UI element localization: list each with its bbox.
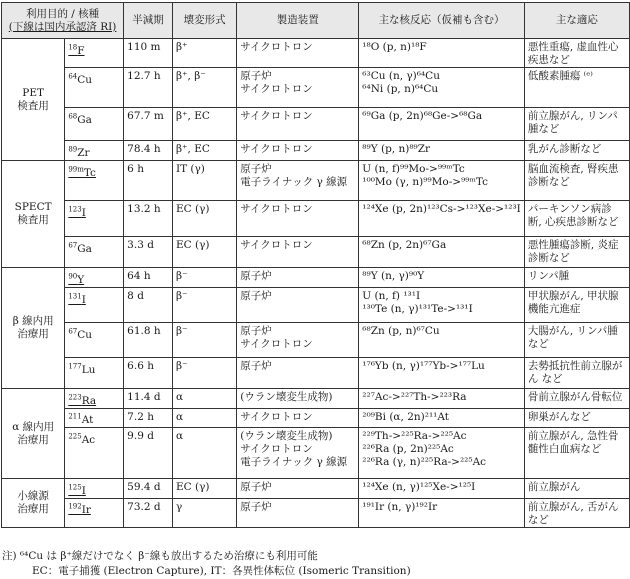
device-cell <box>237 39 359 68</box>
reaction-line: U (n, f) ¹³¹I <box>362 290 421 302</box>
nuclide-symbol: Lu <box>81 363 96 376</box>
nuclide <box>68 329 92 341</box>
group-label <box>2 161 65 268</box>
indication-line: 骨前立腺がん骨転位 <box>527 391 623 403</box>
half-life-cell: 8 d <box>124 288 173 323</box>
header-reaction: 主な核反応（仮補も含む） <box>359 3 525 39</box>
half-life-cell: 78.4 h <box>124 141 173 161</box>
reaction-line: ¹⁸O (p, n)¹⁸F <box>362 41 427 53</box>
nuclide-cell <box>65 479 124 499</box>
indication-line: 乳がん診断など <box>527 143 602 155</box>
reaction-cell <box>359 268 525 288</box>
half-life-cell: 59.4 d <box>124 479 173 499</box>
device-cell <box>237 141 359 161</box>
device-cell <box>237 389 359 409</box>
group-label-line2: 治療用 <box>17 433 49 446</box>
ri-table <box>1 2 630 528</box>
nuclide-symbol: Ra <box>81 394 97 407</box>
nuclide-symbol: Cu <box>77 73 93 86</box>
device-cell <box>237 498 359 527</box>
footnote-1: 注) ⁶⁴Cu は β⁺線だけでなく β⁻線も放出するため治療にも利用可能 <box>2 550 318 562</box>
indication-cell <box>524 389 629 409</box>
half-life-cell: 73.2 d <box>124 498 173 527</box>
indication-line: 甲状腺がん, 甲状腺 <box>527 290 619 302</box>
half-life-cell: 9.9 d <box>124 428 173 479</box>
reaction-line: ¹²⁴Xe (p, 2n)¹²³Cs->¹²³Xe->¹²³I <box>362 203 521 215</box>
reaction-cell <box>359 408 525 428</box>
device-cell <box>237 408 359 428</box>
nuclide-cell <box>65 108 124 141</box>
device-cell <box>237 108 359 141</box>
table-row <box>2 288 630 323</box>
group-label-line1: 小線源 <box>17 489 49 502</box>
device-cell <box>237 68 359 108</box>
group-label <box>2 479 65 528</box>
indication-line: ん など <box>527 373 563 385</box>
header-half-life: 半減期 <box>124 3 173 39</box>
decay-cell: IT (γ) <box>172 161 236 201</box>
device-line: 原子炉 <box>240 325 272 337</box>
reaction-cell <box>359 428 525 479</box>
nuclide-mass: 67 <box>68 241 78 249</box>
reaction-line: ⁸⁹Y (p, n)⁸⁹Zr <box>362 143 431 155</box>
nuclide-cell <box>65 39 124 68</box>
header-indication: 主な適応 <box>524 3 629 39</box>
indication-cell <box>524 237 629 268</box>
table-row <box>2 323 630 358</box>
reaction-line: ²²⁹Th->²²⁵Ra->²²⁵Ac <box>362 430 467 442</box>
nuclide-mass: 225 <box>68 432 82 440</box>
reaction-cell <box>359 323 525 358</box>
indication-line: 前立腺がん, 舌がん <box>527 500 619 513</box>
device-line: (ウラン壊変生成物) <box>240 391 333 403</box>
device-line: 原子炉 <box>240 70 272 82</box>
nuclide <box>68 167 96 179</box>
table-row <box>2 428 630 479</box>
indication-cell <box>524 108 629 141</box>
device-cell <box>237 268 359 288</box>
device-cell <box>237 237 359 268</box>
nuclide-symbol: I <box>81 293 86 306</box>
reaction-cell <box>359 39 525 68</box>
indication-line: 去勢抵抗性前立腺が <box>527 360 623 372</box>
nuclide-mass: 90 <box>68 272 78 280</box>
decay-cell: EC (γ) <box>172 479 236 499</box>
nuclide-mass: 131 <box>68 292 82 300</box>
indication-line: 診断など <box>527 176 570 188</box>
decay-cell: α <box>172 428 236 479</box>
device-line: サイクロトロン <box>240 41 313 53</box>
half-life-cell: 12.7 h <box>124 68 173 108</box>
device-line: 原子炉 <box>240 270 272 282</box>
reaction-cell <box>359 479 525 499</box>
table-row <box>2 408 630 428</box>
reaction-cell <box>359 288 525 323</box>
half-life-cell: 6 h <box>124 161 173 201</box>
indication-line: 悪性腫瘍診断, 炎症 <box>527 239 619 251</box>
nuclide-cell <box>65 237 124 268</box>
reaction-cell <box>359 68 525 108</box>
reaction-line: ¹⁷⁶Yb (n, γ)¹⁷⁷Yb->¹⁷⁷Lu <box>362 360 485 372</box>
half-life-cell: 61.8 h <box>124 323 173 358</box>
group-label <box>2 268 65 389</box>
nuclide-symbol: Y <box>77 273 85 286</box>
device-line: サイクロトロン <box>240 239 313 251</box>
nuclide <box>68 395 96 407</box>
reaction-line: ⁶⁹Ga (p, 2n)⁶⁸Ge->⁶⁸Ga <box>362 110 483 122</box>
indication-cell <box>524 408 629 428</box>
device-cell <box>237 161 359 201</box>
nuclide <box>68 504 91 516</box>
decay-cell: EC (γ) <box>172 201 236 237</box>
header-row <box>2 3 630 39</box>
indication-cell <box>524 161 629 201</box>
table-row <box>2 39 630 68</box>
half-life-cell: 6.6 h <box>124 358 173 389</box>
group-label-line1: PET <box>22 86 45 99</box>
nuclide-mass: 125 <box>68 483 82 491</box>
indication-line: 悪性重瘍, 虚血性心 <box>527 41 619 53</box>
table-row <box>2 68 630 108</box>
nuclide-symbol: F <box>77 44 85 57</box>
device-line: サイクロトロン <box>240 83 313 95</box>
indication-line: 大腸がん, リンパ腫 <box>527 325 618 337</box>
device-line: サイクロトロン <box>240 203 313 215</box>
indication-cell <box>524 201 629 237</box>
indication-cell <box>524 39 629 68</box>
nuclide-symbol: Ga <box>77 113 92 126</box>
reaction-line: ⁶⁸Zn (p, 2n)⁶⁷Ga <box>362 239 447 251</box>
half-life-cell: 3.3 d <box>124 237 173 268</box>
table-row <box>2 141 630 161</box>
decay-cell: β⁻ <box>172 358 236 389</box>
indication-line: 腫など <box>527 123 560 135</box>
device-line: 原子炉 <box>240 360 272 372</box>
nuclide-symbol: Zr <box>77 146 90 159</box>
nuclide-cell <box>65 161 124 201</box>
nuclide-symbol: I <box>81 484 86 497</box>
reaction-line: ¹⁹¹Ir (n, γ)¹⁹²Ir <box>362 500 438 513</box>
nuclide-mass: 89 <box>68 145 78 153</box>
half-life-cell: 13.2 h <box>124 201 173 237</box>
reaction-cell <box>359 201 525 237</box>
nuclide <box>68 243 92 255</box>
decay-cell: EC (γ) <box>172 237 236 268</box>
reaction-cell <box>359 141 525 161</box>
reaction-line: ²²⁶Ra (p, 2n)²²⁵Ac <box>362 443 454 455</box>
nuclide-mass: 99m <box>68 165 84 173</box>
nuclide <box>68 434 95 446</box>
decay-cell: β⁻ <box>172 288 236 323</box>
group-label-line2: 検査用 <box>17 214 49 226</box>
device-line: サイクロトロン <box>240 338 313 350</box>
table-row <box>2 161 630 201</box>
indication-cell <box>524 428 629 479</box>
nuclide-mass: 67 <box>68 327 78 335</box>
nuclide <box>68 294 86 306</box>
reaction-cell <box>359 108 525 141</box>
nuclide <box>68 274 84 286</box>
nuclide <box>68 45 84 57</box>
group-label-line1: β 線内用 <box>12 315 54 327</box>
device-cell <box>237 201 359 237</box>
device-line: サイクロトロン <box>240 443 313 455</box>
device-line: サイクロトロン <box>240 110 313 122</box>
table-body <box>2 39 630 528</box>
reaction-cell <box>359 498 525 527</box>
indication-line: 疾患など <box>527 54 570 66</box>
device-line: 電子ライナック γ 線源 <box>240 456 348 468</box>
decay-cell: β⁺, EC <box>172 141 236 161</box>
indication-line: 低酸素腫瘍 ⁽ᵉ⁾ <box>527 70 593 82</box>
reaction-line: ²²⁶Ra (γ, n)²²⁵Ra->²²⁵Ac <box>362 456 487 468</box>
reaction-line: ²²⁷Ac->²²⁷Th->²²³Ra <box>362 391 467 403</box>
device-cell <box>237 323 359 358</box>
group-label-line1: SPECT <box>14 201 52 213</box>
reaction-line: ¹³⁰Te (n, γ)¹³¹Te->¹³¹I <box>362 303 473 315</box>
reaction-line: ²⁰⁹Bi (α, 2n)²¹¹At <box>362 410 449 423</box>
nuclide <box>68 147 89 159</box>
half-life-cell: 110 m <box>124 39 173 68</box>
nuclide-mass: 123 <box>68 205 82 213</box>
header-purpose-line1: 利用目的 / 核種 <box>25 7 100 20</box>
table-row <box>2 358 630 389</box>
table-row <box>2 389 630 409</box>
header-decay: 壊変形式 <box>172 3 236 39</box>
nuclide-symbol: Ir <box>81 504 91 516</box>
reaction-line: ⁶⁸Zn (p, n)⁶⁷Cu <box>362 325 440 337</box>
table-row <box>2 201 630 237</box>
indication-cell <box>524 323 629 358</box>
nuclide-mass: 177 <box>68 362 82 370</box>
device-cell <box>237 479 359 499</box>
nuclide-symbol: I <box>81 206 86 219</box>
nuclide-symbol: Ga <box>77 242 92 255</box>
table-row <box>2 479 630 499</box>
decay-cell: β⁺ <box>172 39 236 68</box>
nuclide-cell <box>65 68 124 108</box>
nuclide-cell <box>65 428 124 479</box>
indication-line: 断, 心疾患診断など <box>527 216 619 228</box>
device-line: 原子炉 <box>240 163 272 175</box>
header-purpose <box>2 3 124 39</box>
device-line: (ウラン壊変生成物) <box>240 430 333 442</box>
nuclide-cell <box>65 389 124 409</box>
indication-line: 前立腺がん <box>527 481 581 493</box>
footnote-2: EC：電子捕獲 (Electron Capture), IT：各異性体転位 (Isomeric Transition) <box>32 565 411 577</box>
table-row <box>2 108 630 141</box>
nuclide-cell <box>65 358 124 389</box>
indication-cell <box>524 141 629 161</box>
indication-line: パーキンソン病診 <box>527 203 612 215</box>
reaction-line: ⁶⁴Ni (p, n)⁶⁴Cu <box>362 83 439 95</box>
group-label-line2: 検査用 <box>17 99 49 112</box>
decay-cell: β⁻ <box>172 268 236 288</box>
nuclide-mass: 64 <box>68 72 78 80</box>
nuclide-mass: 223 <box>68 393 82 401</box>
indication-line: 前立腺がん, 急性骨 <box>527 430 619 442</box>
half-life-cell: 64 h <box>124 268 173 288</box>
indication-cell <box>524 498 629 527</box>
nuclide-cell <box>65 408 124 428</box>
nuclide-symbol: At <box>81 414 94 426</box>
nuclide-cell <box>65 288 124 323</box>
device-line: 原子炉 <box>240 481 272 493</box>
indication-line: 髄性白血病など <box>527 443 602 455</box>
indication-line: 機能亢進症 <box>527 303 581 315</box>
device-cell <box>237 428 359 479</box>
decay-cell: γ <box>172 498 236 527</box>
nuclide <box>68 485 86 497</box>
indication-line: 診断など <box>527 252 570 264</box>
nuclide <box>68 74 92 86</box>
indication-line: など <box>527 338 549 350</box>
nuclide <box>68 364 95 376</box>
nuclide-mass: 192 <box>68 502 82 511</box>
decay-cell: α <box>172 389 236 409</box>
half-life-cell: 11.4 d <box>124 389 173 409</box>
reaction-line: U (n, f)⁹⁹Mo->⁹⁹ᵐTc <box>362 163 465 175</box>
header-purpose-line2: (下線は国内承認済 RI) <box>8 20 117 33</box>
device-line: サイクロトロン <box>240 143 313 155</box>
nuclide-cell <box>65 498 124 527</box>
group-label-line2: 治療用 <box>17 328 49 340</box>
device-cell <box>237 288 359 323</box>
nuclide-symbol: Tc <box>83 166 96 179</box>
nuclide-symbol: Ac <box>81 433 96 446</box>
reaction-line: ¹⁰⁰Mo (γ, n)⁹⁹Mo->⁹⁹ᵐTc <box>362 176 489 188</box>
table-row <box>2 237 630 268</box>
decay-cell: β⁻ <box>172 323 236 358</box>
nuclide-mass: 18 <box>68 43 78 51</box>
indication-line: など <box>527 513 549 526</box>
reaction-cell <box>359 358 525 389</box>
reaction-line: ¹²⁴Xe (n, γ)¹²⁵Xe->¹²⁵I <box>362 481 476 493</box>
indication-cell <box>524 358 629 389</box>
reaction-cell <box>359 237 525 268</box>
indication-line: 脳血流検査, 腎疾患 <box>527 163 619 175</box>
nuclide-cell <box>65 268 124 288</box>
half-life-cell: 67.7 m <box>124 108 173 141</box>
table-row <box>2 498 630 527</box>
indication-line: 卵巣がんなど <box>527 410 591 423</box>
nuclide <box>68 114 92 126</box>
indication-cell <box>524 479 629 499</box>
reaction-line: ⁶³Cu (n, γ)⁶⁴Cu <box>362 70 440 82</box>
decay-cell: α <box>172 408 236 428</box>
nuclide-cell <box>65 141 124 161</box>
nuclide-cell <box>65 323 124 358</box>
nuclide-cell <box>65 201 124 237</box>
group-label <box>2 39 65 161</box>
device-line: 電子ライナック γ 線源 <box>240 176 348 188</box>
device-line: 原子炉 <box>240 290 272 302</box>
group-label <box>2 389 65 479</box>
indication-line: リンパ腫 <box>527 270 570 282</box>
device-line: サイクロトロン <box>240 410 313 423</box>
group-label-line1: α 線内用 <box>12 420 55 433</box>
group-label-line2: 治療用 <box>17 502 49 515</box>
nuclide-symbol: Cu <box>77 328 93 341</box>
indication-cell <box>524 268 629 288</box>
nuclide <box>68 414 93 426</box>
reaction-line: ⁸⁹Y (n, γ)⁹⁰Y <box>362 270 425 282</box>
decay-cell: β⁺, β⁻ <box>172 68 236 108</box>
nuclide-mass: 68 <box>68 112 78 120</box>
reaction-cell <box>359 161 525 201</box>
nuclide-mass: 211 <box>68 412 82 421</box>
half-life-cell: 7.2 h <box>124 408 173 428</box>
header-device: 製造装置 <box>237 3 359 39</box>
decay-cell: β⁺, EC <box>172 108 236 141</box>
table-row <box>2 268 630 288</box>
reaction-cell <box>359 389 525 409</box>
indication-line: 前立腺がん, リンパ <box>527 110 618 122</box>
indication-cell <box>524 288 629 323</box>
indication-cell <box>524 68 629 108</box>
device-line: 原子炉 <box>240 500 272 513</box>
device-cell <box>237 358 359 389</box>
nuclide <box>68 207 86 219</box>
